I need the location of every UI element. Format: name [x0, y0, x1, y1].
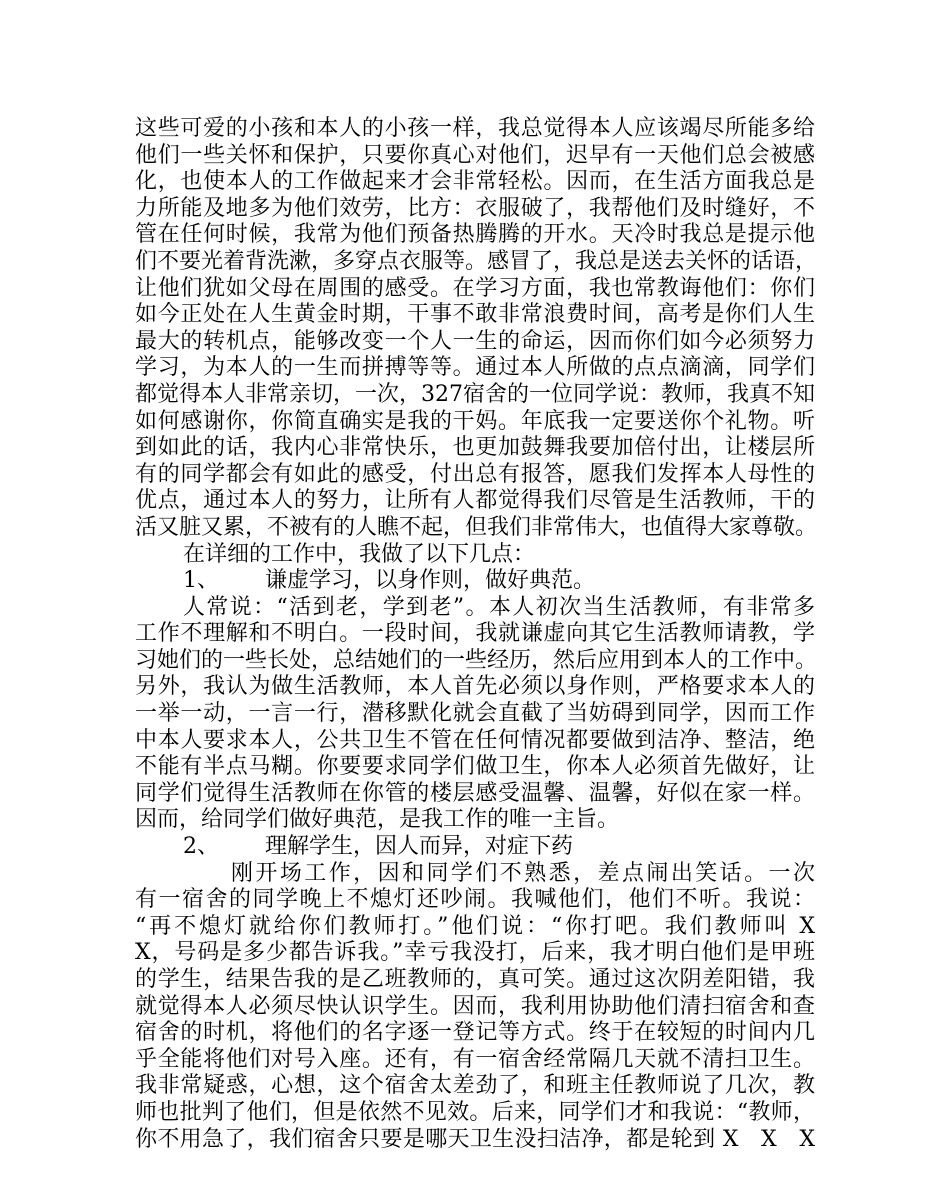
- text-line: 另外，我认为做生活教师，本人首先必须以身作则，严格要求本人的: [135, 674, 815, 700]
- text-line: X，号码是多少都告诉我。”幸亏我没打，后来，我才明白他们是甲班: [135, 940, 815, 966]
- text-line: 学习，为本人的一生而拼搏等等。通过本人所做的点点滴滴，同学们: [135, 355, 815, 381]
- text-line: 一举一动，一言一行，潜移默化就会直截了当妨碍到同学，因而工作: [135, 701, 815, 727]
- text-line: 这些可爱的小孩和本人的小孩一样，我总觉得本人应该竭尽所能多给: [135, 116, 815, 141]
- paragraph-4: [135, 861, 815, 1154]
- text-line: 的学生，结果告我的是乙班教师的，真可笑。通过这次阴差阳错，我: [135, 967, 815, 992]
- text-line: 宿舍的时机，将他们的名字逐一登记等方式。终于在较短的时间内几: [135, 1020, 815, 1046]
- text-line: 在详细的工作中，我做了以下几点：: [183, 541, 536, 567]
- text-line: 人常说：“活到老，学到老”。本人初次当生活教师，有非常多: [183, 594, 815, 620]
- text-line: 就觉得本人必须尽快认识学生。因而，我利用协助他们清扫宿舍和查: [135, 993, 815, 1019]
- list-item-text: 谦虚学习，以身作则，做好典范。: [265, 568, 596, 594]
- text-line: 化，也使本人的工作做起来才会非常轻松。因而，在生活方面我总是: [135, 169, 815, 195]
- text-line: 不能有半点马糊。你要要求同学们做卫生，你本人必须首先做好，让: [135, 754, 815, 780]
- text-line: 他们一些关怀和保护，只要你真心对他们，迟早有一天他们总会被感: [135, 142, 815, 168]
- text-line: 因而，给同学们做好典范，是我工作的唯一主旨。: [135, 807, 620, 833]
- text-line: 刚开场工作，因和同学们不熟悉，差点闹出笑话。一次: [231, 860, 815, 886]
- paragraph-1: [135, 116, 818, 542]
- text-line: 你不用急了，我们宿舍只要是哪天卫生没扫洁净，都是轮到 X X X: [135, 1126, 815, 1152]
- text-line: “再不熄灯就给你们教师打。”他们说：“你打吧。我们教师叫 X: [135, 913, 815, 939]
- text-line: 们不要光着背洗漱，多穿点衣服等。感冒了，我总是送去关怀的话语，: [135, 248, 818, 274]
- text-line: 同学们觉得生活教师在你管的楼层感受温馨、温馨，好似在家一样。: [135, 780, 815, 806]
- text-line: 习她们的一些长处，总结她们的一些经历，然后应用到本人的工作中。: [135, 647, 818, 673]
- text-line: 都觉得本人非常亲切，一次，327宿舍的一位同学说：教师，我真不知: [135, 381, 815, 407]
- list-item-2: [135, 834, 815, 861]
- text-line: 到如此的话，我内心非常快乐，也更加鼓舞我要加倍付出，让楼层所: [135, 435, 815, 461]
- text-line: 师也批判了他们，但是依然不见效。后来，同学们才和我说：“教师，: [135, 1099, 815, 1125]
- text-line: 我非常疑惑，心想，这个宿舍太差劲了，和班主任教师说了几次，教: [135, 1073, 815, 1099]
- text-line: 有一宿舍的同学晚上不熄灯还吵闹。我喊他们，他们不听。我说：: [135, 887, 815, 913]
- text-line: 工作不理解和不明白。一段时间，我就谦虚向其它生活教师请教，学: [135, 621, 815, 647]
- text-line: 活又脏又累，不被有的人瞧不起，但我们非常伟大，也值得大家尊敬。: [135, 514, 818, 540]
- text-line: 如今正处在人生黄金时期，干事不敢非常浪费时间，高考是你们人生: [135, 302, 815, 328]
- text-line: 优点，通过本人的努力，让所有人都觉得我们尽管是生活教师，干的: [135, 488, 815, 514]
- text-line: 有的同学都会有如此的感受，付出总有报答，愿我们发挥本人母性的: [135, 461, 815, 487]
- list-item-text: 理解学生，因人而异，对症下药: [265, 834, 574, 860]
- list-item-number: 2、: [183, 834, 219, 860]
- paragraph-2: [135, 542, 815, 569]
- paragraph-3: [135, 594, 818, 834]
- list-item-number: 1、: [183, 568, 219, 594]
- text-line: 最大的转机点，能够改变一个人一生的命运，因而你们如今必须努力: [135, 328, 815, 354]
- text-line: 管在任何时候，我常为他们预备热腾腾的开水。天冷时我总是提示他: [135, 222, 815, 248]
- text-line: 如何感谢你，你简直确实是我的干妈。年底我一定要送你个礼物。听: [135, 408, 815, 434]
- text-line: 力所能及地多为他们效劳，比方：衣服破了，我帮他们及时缝好，不: [135, 195, 815, 221]
- document-page: [135, 116, 818, 1153]
- text-line: 中本人要求本人，公共卫生不管在任何情况都要做到洁净、整洁，绝: [135, 727, 815, 753]
- text-line: 乎全能将他们对号入座。还有，有一宿舍经常隔几天就不清扫卫生。: [135, 1046, 815, 1072]
- text-line: 让他们犹如父母在周围的感受。在学习方面，我也常教诲他们：你们: [135, 275, 815, 301]
- list-item-1: [135, 568, 815, 595]
